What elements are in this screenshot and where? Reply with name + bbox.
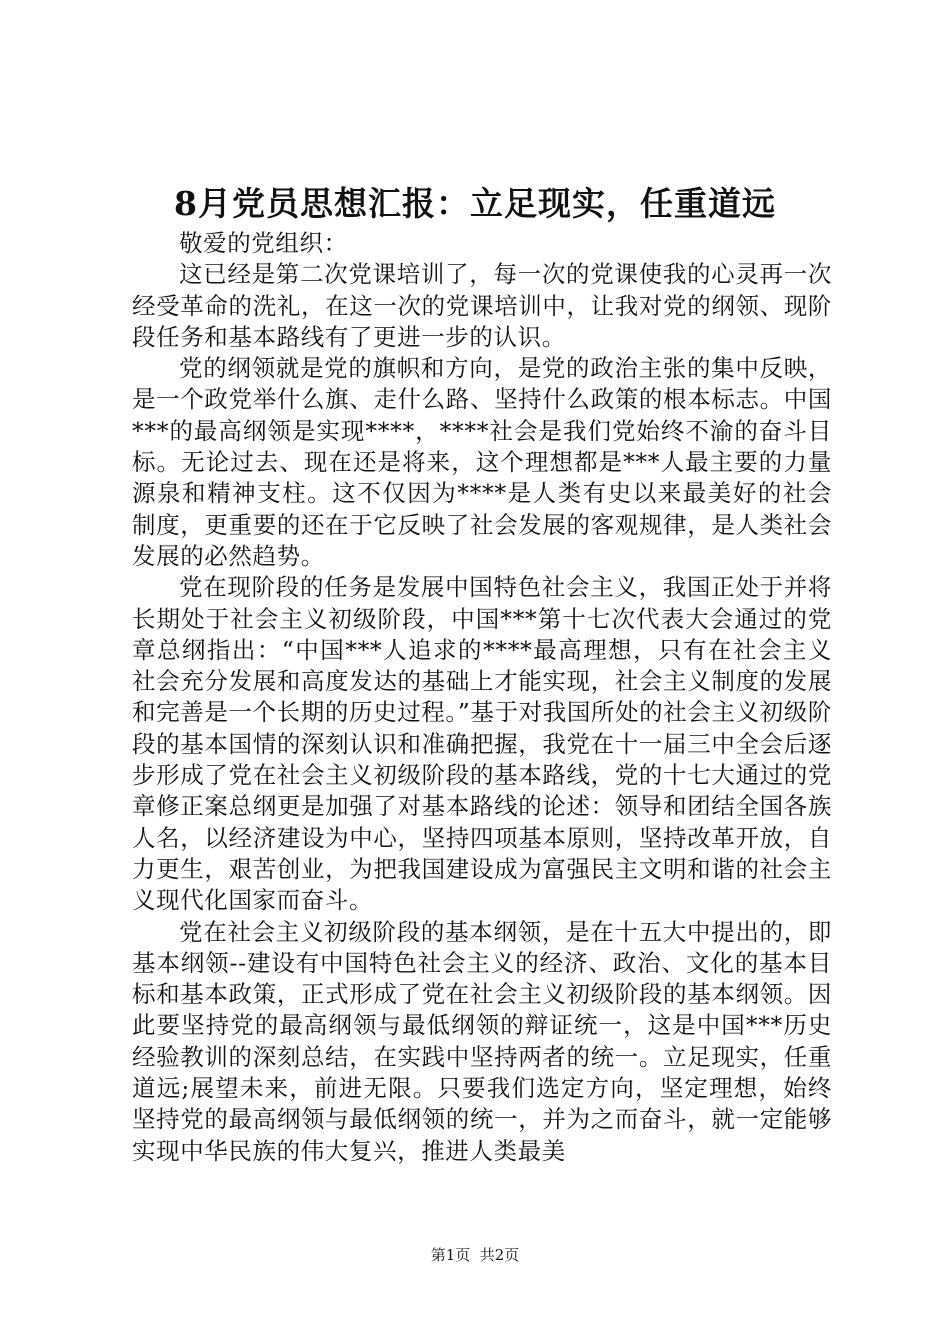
page-indicator: 第1页 共2页 — [430, 1246, 520, 1264]
document-body — [132, 228, 832, 1167]
document-title: 8月党员思想汇报：立足现实，任重道远 — [174, 184, 776, 223]
paragraph-2: 党的纲领就是党的旗帜和方向，是党的政治主张的集中反映，是一个政党举什么旗、走什么路、坚持什么政策的根本标志。中国***的最高纲领是实现****，****社会是我们党始终不渝的奋斗目标。无论过去、现在还是将来，这个理想都是***人最主要的力量源泉和精神支柱。这不仅因为****是人类有史以来最美好的社会制度，更重要的还在于它反映了社会发展的客观规律，是人类社会发展的必然趋势。 — [132, 354, 832, 570]
page-footer — [0, 1244, 950, 1266]
paragraph-3: 党在现阶段的任务是发展中国特色社会主义，我国正处于并将长期处于社会主义初级阶段，中国***第十七次代表大会通过的党章总纲指出：“中国***人追求的****最高理想，只有在社会主义社会充分发展和高度发达的基础上才能实现，社会主义制度的发展和完善是一个长期的历史过程。”基于对我国所处的社会主义初级阶段的基本国情的深刻认识和准确把握，我党在十一届三中全会后逐步形成了党在社会主义初级阶段的基本路线，党的十七大通过的党章修正案总纲更是加强了对基本路线的论述：领导和团结全国各族人名，以经济建设为中心，坚持四项基本原则，坚持改革开放，自力更生，艰苦创业，为把我国建设成为富强民主文明和谐的社会主义现代化国家而奋斗。 — [132, 573, 832, 915]
salutation: 敬爱的党组织： — [179, 229, 348, 257]
paragraph-4: 党在社会主义初级阶段的基本纲领，是在十五大中提出的，即基本纲领--建设有中国特色社会主义的经济、政治、文化的基本目标和基本政策，正式形成了党在社会主义初级阶段的基本纲领。因此要坚持党的最高纲领与最低纲领的辩证统一，这是中国***历史经验教训的深刻总结，在实践中坚持两者的统一。立足现实，任重道远;展望未来，前进无限。只要我们选定方向，坚定理想，始终坚持党的最高纲领与最低纲领的统一，并为之而奋斗，就一定能够实现中华民族的伟大复兴，推进人类最美 — [132, 917, 832, 1165]
paragraph-1: 这已经是第二次党课培训了，每一次的党课使我的心灵再一次经受革命的洗礼，在这一次的党课培训中，让我对党的纲领、现阶段任务和基本路线有了更进一步的认识。 — [132, 260, 832, 351]
